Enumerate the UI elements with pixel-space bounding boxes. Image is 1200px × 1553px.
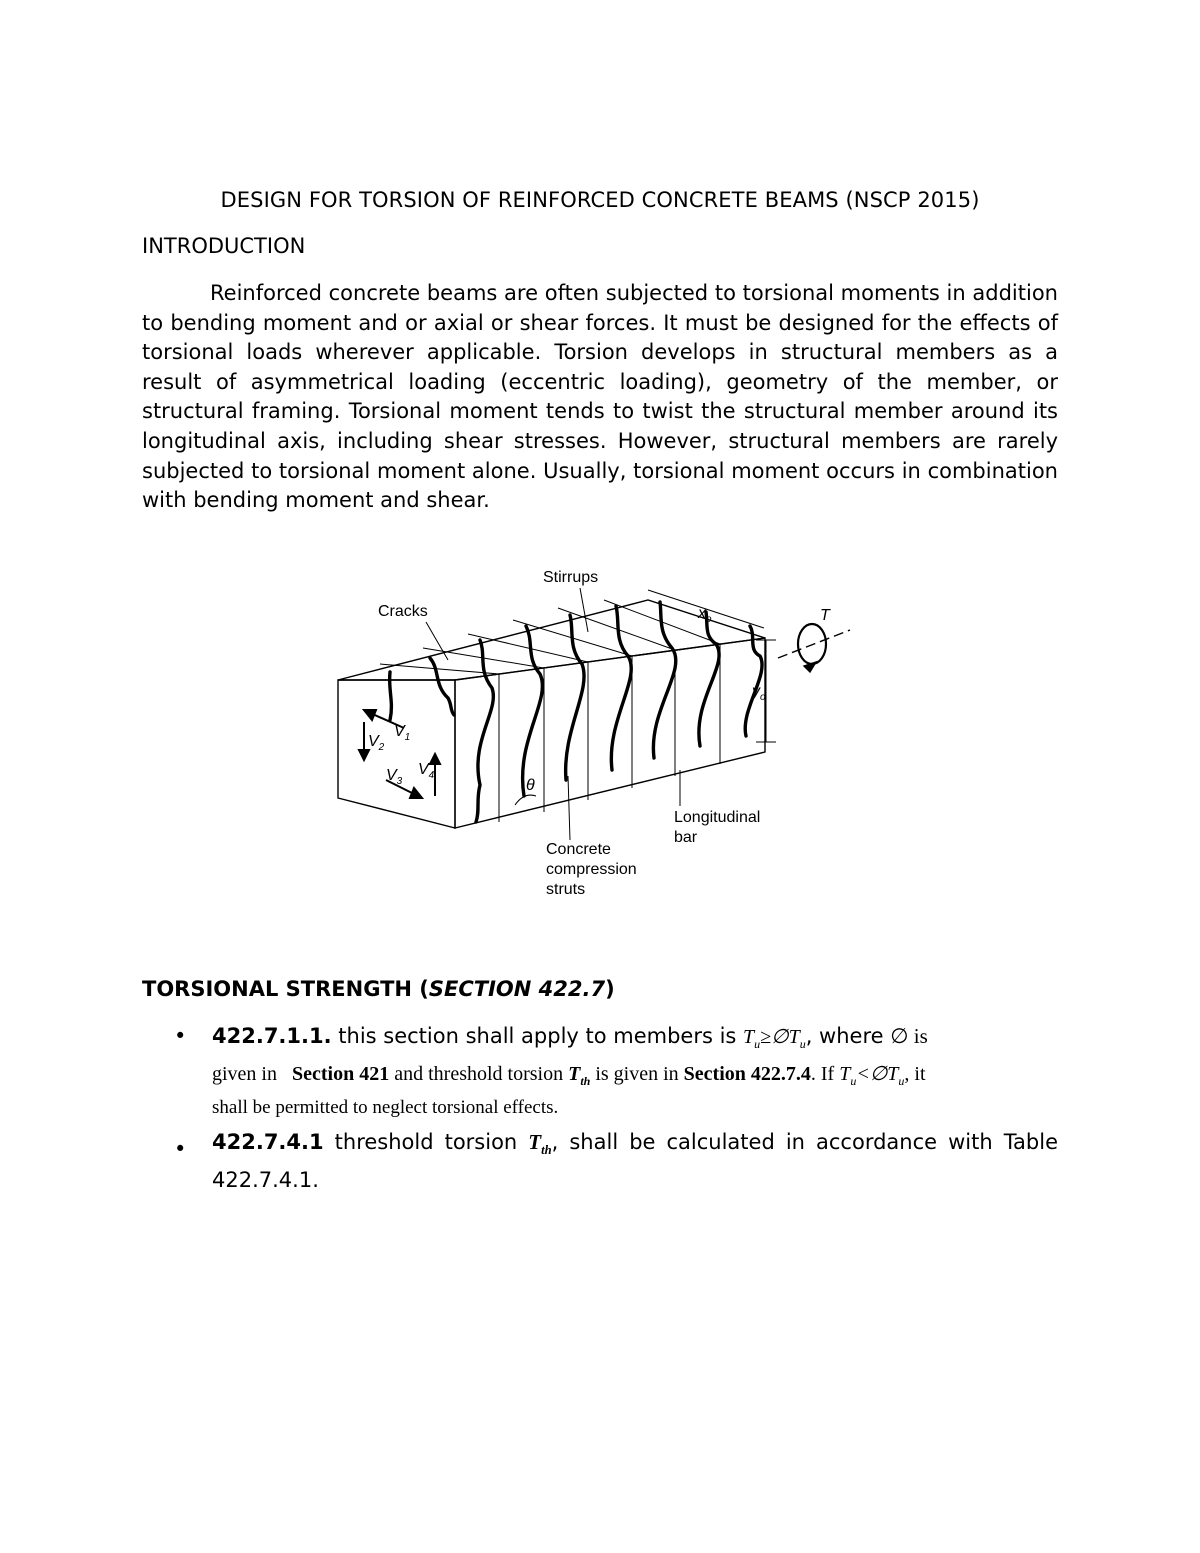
struts-label-line1: Concrete: [546, 841, 611, 858]
v2-label: $V_2$: [368, 733, 385, 753]
v3-label: $V_3$: [386, 767, 403, 787]
bullet1-code: 422.7.1.1.: [212, 1024, 332, 1048]
bullet1-line2: given in Section 421 and threshold torsion $T_{th}$ is given in Section 422.7.4. If $T_u<\emptyset T_u$, it: [212, 1063, 926, 1088]
bullet-item-1: [142, 1020, 1058, 1121]
introduction-paragraph: Reinforced concrete beams are often subjected to torsional moments in addition to bending moment and or axial or shear forces. It must be designed for the effects of torsional loads wherever applicable. Torsion develops in structural members as a result of asymmetrical loading (eccentric loading), geometry of the member, or structural framing. Torsional moment tends to twist the structural member around its longitudinal axis, including shear stresses. However, structural members are rarely subjected to torsional moment alone. Usually, torsional moment occurs in combination with bending moment and shear.: [142, 281, 1058, 513]
heading-prefix: TORSIONAL STRENGTH (: [142, 977, 429, 1001]
torque-label: T: [820, 607, 830, 624]
bullet-dot: •: [174, 1024, 187, 1048]
heading-suffix: ): [605, 977, 615, 1001]
bullet1-line3: shall be permitted to neglect torsional effects.: [212, 1097, 559, 1118]
torsion-beam-figure: [330, 560, 890, 910]
stirrups-leader: [580, 588, 588, 632]
y0-label: $y_o$: [752, 683, 766, 703]
heading-section-ref: SECTION 422.7: [428, 977, 606, 1001]
bar-label-line1: Longitudinal: [674, 809, 761, 826]
cracks-label: Cracks: [378, 603, 428, 620]
bullet2-threshold-symbol: $T_{th}$: [528, 1130, 552, 1158]
bullet-item-2: [142, 1127, 1058, 1195]
x0-label: $x_o$: [698, 605, 712, 625]
torque-symbol: [778, 624, 850, 672]
struts-label-line2: compression: [546, 861, 637, 878]
bullet1-math-a: $T_u\ge\emptyset T_u$: [743, 1026, 806, 1051]
stirrups-label: Stirrups: [543, 569, 599, 586]
torsional-strength-heading: [142, 977, 615, 1001]
cracks-lines: [390, 602, 762, 822]
bullet2-text: 422.7.4.1 threshold torsion $T_{th}$, shall be calculated in accordance with Table 422.7.4.1.: [212, 1130, 1059, 1193]
bullet-dot: •: [174, 1137, 187, 1161]
theta-label: θ: [526, 777, 535, 794]
bullet1-threshold-symbol: $T_{th}$: [568, 1063, 591, 1088]
bullet1-line1: 422.7.1.1. this section shall apply to members is $T_u\ge\emptyset T_u$, where ∅ is: [212, 1024, 928, 1051]
introduction-heading: INTRODUCTION: [142, 234, 306, 258]
v1-label: $V_1$: [394, 723, 411, 743]
bar-label-line2: bar: [674, 829, 698, 846]
bullet1-ref-section421: Section 421: [292, 1063, 390, 1085]
bullet1-ref-section4227-4: Section 422.7.4: [683, 1063, 811, 1085]
v4-label: $V_4$: [418, 761, 435, 781]
document-title: DESIGN FOR TORSION OF REINFORCED CONCRETE BEAMS (NSCP 2015): [220, 188, 980, 212]
stirrups-lines: [380, 600, 720, 822]
bullet2-code: 422.7.4.1: [212, 1130, 324, 1154]
bullet-list: [142, 1020, 1058, 1195]
struts-label-line3: struts: [546, 881, 586, 898]
